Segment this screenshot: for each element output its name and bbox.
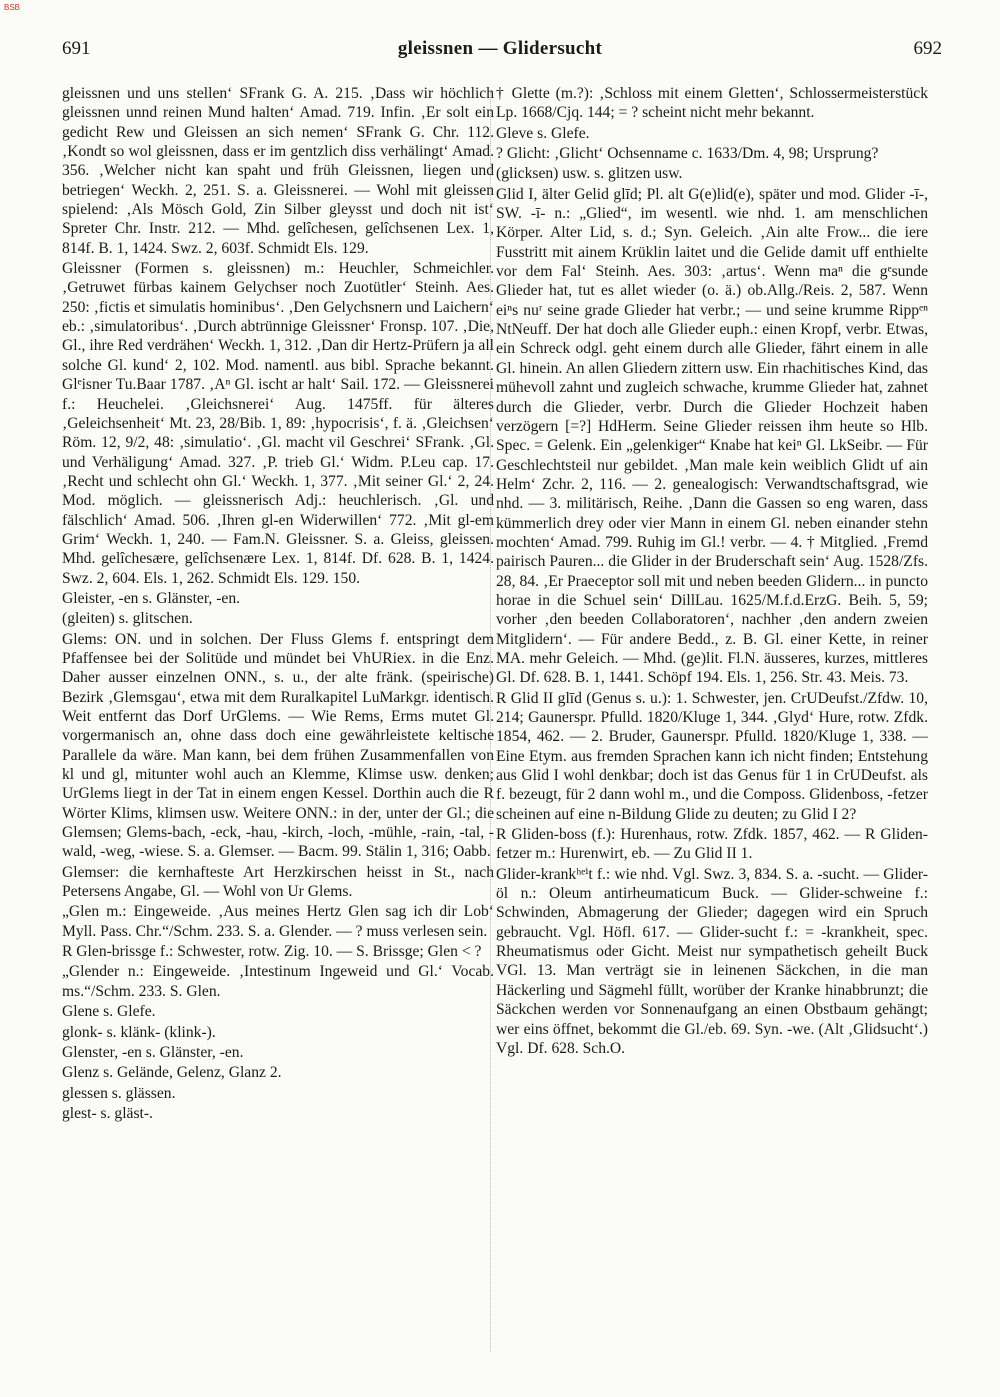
ref-glicksen: (glicksen) usw. s. glitzen usw. [496, 165, 683, 183]
ref-gleve: Gleve s. Glefe. [496, 124, 590, 142]
right-column [496, 84, 928, 1059]
library-stamp: BSB [4, 3, 21, 12]
ref-glenz: Glenz s. Gelände, Gelenz, Glanz 2. [62, 1064, 282, 1082]
page-number-left: 691 [62, 38, 91, 59]
ref-glenster: Glenster, -en s. Glänster, -en. [62, 1043, 244, 1061]
entry-glid-2: R Glid II glīd (Genus s. u.): 1. Schwester, jen. CrUDeufst./Zfdw. 10, 214; Gaunerspr. Pfulld. 1820/Kluge 1, 344. ‚Glyd‘ Hure, rotw. Zfdk. 1854, 462. — 2. Bruder, Gaunerspr. Pfulld. 1820/Kluge 1, 338. — Eine Etym. aus fremden Sprachen kann ich nicht finden; Entstehung aus Glid I wohl denkbar; doch ist das Genus für 1 in CrUDeufst. als f. bezeugt, für 2 dann wohl m., und die Composs. Glidenboss, -fetzer scheinen auf eine n-Bildung Glide zu deuten; zu Glid I 2? [496, 689, 928, 823]
entry-gleissnen-cont: gleissnen und uns stellen‘ SFrank G. A. 215. ‚Dass wir höchlich gleissnen unnd reinen Mund halten‘ Amad. 719. Infin. ‚Er solt ein gedicht Rew und Gleissen an sich nemen‘ SFrank G. Chr. 112. ‚Kondt so wol gleissnen, dass er im gentzlich diss verhälingt‘ Amad. 356. ‚Welcher nicht kan spaht und früh Gleissnen, liegen und betriegen‘ Weckh. 2, 251. S. a. Gleissnerei. — Wohl mit gleissen spielend: ‚Als Mösch Gold, Zin Silber gleysst und doch nit ist‘ Spreter Chr. Instr. 212. — Mhd. gelîchesen, gelîchsenen Lex. 1, 814f. B. 1, 1424. Swz. 2, 603f. Schmidt Els. 129. [62, 85, 494, 257]
left-column [62, 84, 494, 1124]
ref-glest: glest- s. gläst-. [62, 1104, 153, 1122]
entry-glems: Glems: ON. und in solchen. Der Fluss Glems f. entspringt dem Pfaffensee bei der Solitüde und mündet bei VhURiex. in die Enz. Daher ausser einzelnen ONN., s. u., der alte fränk. (speirische) Bezirk ‚Glemsgau‘, etwa mit dem Ruralkapitel LuMarkgr. identisch. Weit entfernt das Dorf UrGlems. — Wie Rems, Erms mutet Gl. vorgermanisch an, ohne dass doch eine gewährleistete keltische Parallele da wäre. Man kann, bei dem frühen Zusammenfallen von kl und gl, mitunter wohl auch an Klemme, Klimse usw. denken; UrGlems liegt in der Tat in einem engen Kessel. Dorthin auch die R Wörter Klims, klimsen usw. Weitere ONN.: in der, unter der Gl.; die Glemsen; Glems-bach, -eck, -hau, -kirch, -loch, -mühle, -rain, -tal, -wald, -weg, -wiese. S. a. Glemser. — Bacm. 99. Stälin 1, 316; Oabb. [62, 630, 494, 861]
entry-gleissner: Gleissner (Formen s. gleissnen) m.: Heuchler, Schmeichler. ‚Getruwet fürbas kainem Gelychser noch Zuotütler‘ Steinh. Aes. 250: ‚fictis et simulatis hominibus‘. ‚Den Gelychsnern und Laichern‘ eb.: ‚simulatoribus‘. ‚Durch abtrünnige Gleissner‘ Fronsp. 107. ‚Die, Gl., ihre Red verdrähen‘ Weckh. 1, 312. ‚Dan dir Hertz-Prüfern ja all solche Gl. kund‘ 2, 102. Mod. namentl. aus bibl. Sprache bekannt. Glᵉisner Tu.Baar 1787. ‚Aⁿ Gl. ischt ar halt‘ Sail. 172. — Gleissnerei f.: Heuchelei. ‚Gleichsnerei‘ Aug. 1475ff. für älteres ‚Geleichsenheit‘ Mt. 23, 28/Bib. 1, 89: ‚hypocrisis‘, f. ä. ‚Gleichsen‘ Röm. 12, 9/2, 48: ‚simulatio‘. ‚Gl. macht vil Geschrei‘ SFrank. ‚Gl. und Verhäligung‘ Amad. 327. ‚P. trieb Gl.‘ Widm. P.Leu cap. 17. ‚Recht und schlecht ohn Gl.‘ Weckh. 1, 377. ‚Mit seiner Gl.‘ 2, 24. Mod. möglich. — gleissnerisch Adj.: heuchlerisch. ‚Gl. und fälschlich‘ Amad. 506. ‚Ihren gl-en Widerwillen‘ 772. ‚Mit gl-em Grim‘ Weckh. 1, 240. — Fam.N. Gleissner. S. a. Gleiss, gleissen. Mhd. gelîchesære, gelîchsenære Lex. 1, 814f. Df. 628. B. 1, 1424. Swz. 2, 604. Els. 1, 262. Schmidt Els. 129. 150. [62, 260, 494, 587]
ref-glonk: glonk- s. klänk- (klink-). [62, 1023, 216, 1041]
entry-glicht: ? Glicht: ‚Glicht‘ Ochsenname c. 1633/Dm. 4, 98; Ursprung? [496, 145, 879, 163]
entry-glette: † Glette (m.?): ‚Schloss mit einem Gletten‘, Schlossermeisterstück Lp. 1668/Cjq. 144; = ? scheint nicht mehr bekannt. [496, 85, 928, 122]
ref-gleister: Gleister, -en s. Glänster, -en. [62, 589, 241, 607]
entry-glen: „Glen m.: Eingeweide. ‚Aus meines Hertz Glen sag ich dir Lob‘ Myll. Pass. Chr.“/Schm. 233. S. a. Glender. — ? muss verlesen sein. [62, 903, 494, 940]
entry-glid-1: Glid I, älter Gelid glīd; Pl. alt G(e)lid(e), später und mod. Glider -ī-, SW. -ī- n.: „Glied“, im wesentl. wie nhd. 1. am menschlichen Körper. Alter Lid, s. d.; Syn. Geleich. ‚Ain alte Frow... die iere Fusstritt mit ainem Krüklin laitet und die Gelide damit uff enthielte vor dem Fal‘ Steinh. Aes. 303: ‚artus‘. Wenn maⁿ die gᵉsunde Glieder hat, tut es allet wieder (o. ä.) ob.Allg./Reis. 2, 587. Wenn eiⁿs nuʳ seine grade Glieder hat verbr.; — und seine krumme Rippᵉⁿ NtNeuff. Der hat doch alle Glieder euph.: einen Kropf, verbr. Etwas, ein Schreck odgl. geht einem durch alle Glieder, fährt einem in alle Gl. hinein. An allen Gliedern zittern usw. Ein rhachitisches Kind, das mühevoll zahnt und zugleich schwache, krumme Glieder hat, zahnet durch die Glieder, verbr. Durch die Glieder Hochzeit haben verzögern [=?] HdHerm. Seine Glieder reissen ihm heute so Hlb. Spec. = Gelenk. Ein „gelenkiger“ Knabe hat keiⁿ Gl. LkSeibr. — Für Geschlechtsteil nur gebildet. ‚Man male kein weiblich Glidt uf ain Helm‘ Zchr. 2, 116. — 2. genealogisch: Verwandtschaftsgrad, wie nhd. — 3. militärisch, Reihe. ‚Dann die Gassen so eng waren, dass kümmerlich drey oder vier Mann in einem Gl. neben einander stehn mochten‘ Amad. 799. Ruhig im Gl.! verbr. — 4. † Mitglied. ‚Fremd pairisch Pauren... die Glider in der Bruderschaft sein‘ Aug. 1528/Zfs. 28, 84. ‚Er Praeceptor soll mit und neben beeden Glidern... in puncto horae in die Schuel sein‘ DillLau. 1625/M.f.d.ErzG. Beih. 5, 59; vorher ‚den beeden Collaboratoren‘, nachher ‚den andern zweien Mitglidern‘. — Für andere Bedd., z. B. Gl. einer Kette, in reiner MA. mehr Geleich. — Mhd. (ge)lit. Fl.N. äusseres, kurzes, mittleres Gl. Df. 628. B. 1, 1441. Schöpf 194. Els. 1, 256. Str. 43. Meis. 73. [496, 185, 928, 687]
ref-glessen: glessen s. glässen. [62, 1084, 176, 1102]
entry-glender: „Glender n.: Eingeweide. ‚Intestinum Ingeweid und Gl.‘ Vocab. ms.“/Schm. 233. S. Glen. [62, 963, 494, 1000]
entry-glemser: Glemser: die kernhafteste Art Herzkirschen heisst in St., nach Petersens Angabe, Gl. — Wohl von Ur Glems. [62, 863, 494, 901]
page-number-right: 692 [913, 38, 942, 59]
ref-glene: Glene s. Glefe. [62, 1003, 156, 1021]
entry-glider-krankheit: Glider-krankʰᵉⁱt f.: wie nhd. Vgl. Swz. 3, 834. S. a. -sucht. — Glider-öl n.: Oleum antirheumaticum Buck. — Glider-schweine f.: Schwinden, Abmagerung der Glieder; dagegen wird ein Spruch gebraucht. Vgl. Höfl. 617. — Glider-sucht f.: = -krankheit, spec. Rheumatismus oder Gicht. Meist nur sympathetisch geheilt Buck VGl. 13. Man verträgt sie in leinenen Säckchen, in die man Häckerling und Sägmehl füllt, worüber der Kranke hinabbrunzt; die Säckchen werden vor Sonnenaufgang an einen Obstbaum gehängt; wer eins öffnet, bekommt die Gl./eb. 69. Syn. -we. (Alt ‚Glidsucht‘.) Vgl. Df. 628. Sch.O. [496, 865, 928, 1057]
entry-glen-brissge: R Glen-brissge f.: Schwester, rotw. Zig. 10. — S. Brissge; Glen < ? [62, 943, 482, 961]
entry-gliden-boss: R Gliden-boss (f.): Hurenhaus, rotw. Zfdk. 1857, 462. — R Gliden-fetzer m.: Hurenwirt, eb. — Zu Glid II 1. [496, 826, 928, 863]
ref-gleiten: (gleiten) s. glitschen. [62, 610, 193, 628]
running-title: gleissnen — Glidersucht [397, 38, 603, 59]
